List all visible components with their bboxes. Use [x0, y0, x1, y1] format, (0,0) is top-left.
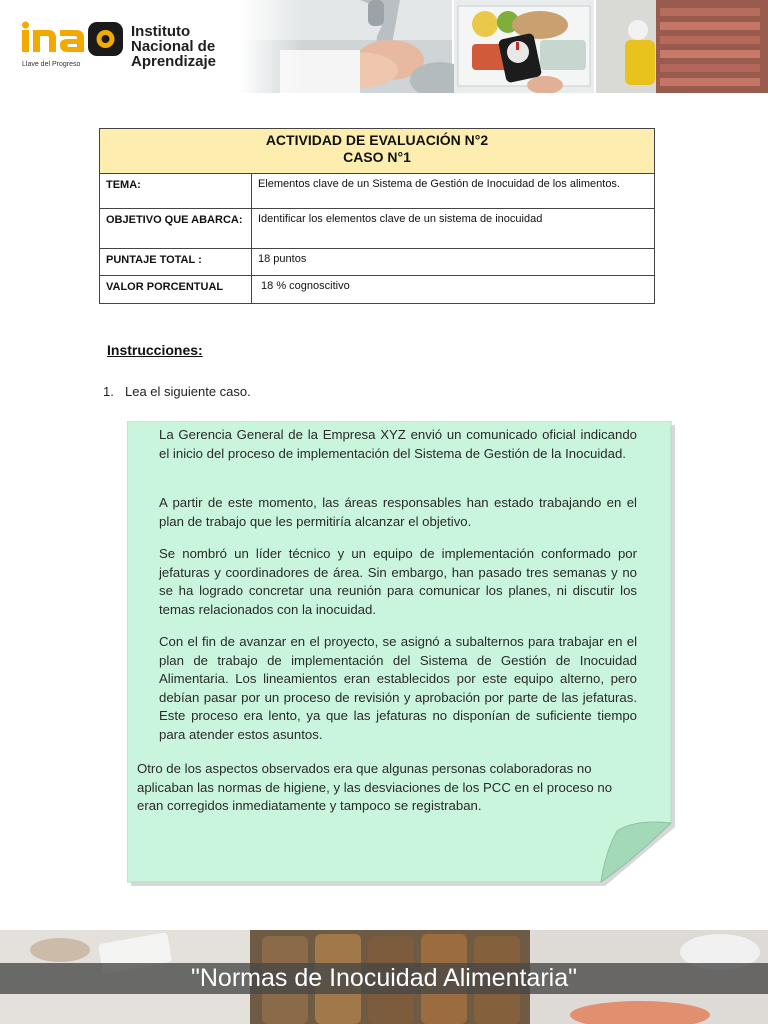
activity-info-table — [99, 128, 655, 304]
case-note — [127, 421, 675, 886]
table-row-puntaje — [100, 249, 655, 276]
case-paragraph: Otro de los aspectos observados era que algunas personas colaboradoras no aplicaban las normas de higiene, y las desviaciones de los PCC en el proceso no eran corregidos inmediatamente y tampoco se registraban. — [137, 761, 613, 813]
page-footer — [0, 930, 768, 1024]
row-value: 18 puntos — [252, 249, 655, 276]
footer-banner-text: "Normas de Inocuidad Alimentaria" — [191, 964, 577, 992]
step-text: Lea el siguiente caso. — [125, 384, 251, 399]
logo-name-line2: Nacional de — [131, 38, 216, 55]
logo-name-line1: Instituto — [131, 23, 191, 40]
case-paragraph: A partir de este momento, las áreas responsables han estado trabajando en el plan de trabajo que les permitiría alcanzar el objetivo. — [159, 495, 637, 529]
table-row-valor — [100, 276, 655, 304]
table-row-objetivo — [100, 209, 655, 249]
row-label: TEMA: — [100, 174, 252, 209]
activity-title — [100, 129, 655, 174]
instructions-heading: Instrucciones: — [107, 342, 203, 358]
case-paragraph: Con el fin de avanzar en el proyecto, se asignó a subalternos para trabajar en el plan de trabajo de implementación del Sistema de Gestión de Inocuidad Alimentaria. Los lineamientos eran establecidos por este equipo alterno, pero debían pasar por un proceso de revisión y aprobación por parte de las jefaturas. Este proceso era lento, ya que las jefaturas no disponían de suficiente tiempo para atender estos asuntos. — [159, 634, 637, 742]
activity-title-line2: CASO N°1 — [343, 149, 411, 165]
case-paragraph: Se nombró un líder técnico y un equipo de implementación conformado por jefaturas y coordinadores de área. Sin embargo, han pasado tres semanas y no se ha logrado concretar una reunión para comunicar los planes, ni discutir los temas relacionados con la inocuidad. — [159, 546, 637, 617]
row-value: Elementos clave de un Sistema de Gestión de Inocuidad de los alimentos. — [252, 174, 655, 209]
header-photo-collage — [240, 0, 768, 93]
table-row-tema — [100, 174, 655, 209]
row-label: VALOR PORCENTUAL — [100, 276, 252, 304]
logo-name-line3: Aprendizaje — [131, 53, 217, 70]
logo-tagline: Llave del Progreso — [22, 61, 81, 68]
case-paragraph: La Gerencia General de la Empresa XYZ envió un comunicado oficial indicando el inicio del proceso de implementación del Sistema de Gestión de la Inocuidad. — [159, 427, 637, 461]
logo-name — [131, 24, 216, 69]
row-value: Identificar los elementos clave de un sistema de inocuidad — [252, 209, 655, 249]
ina-logo — [18, 20, 230, 74]
row-label: PUNTAJE TOTAL : — [100, 249, 252, 276]
row-value: 18 % cognoscitivo — [252, 276, 655, 304]
page-header — [0, 0, 768, 93]
step-number: 1. — [103, 384, 114, 399]
row-label: OBJETIVO QUE ABARCA: — [100, 209, 252, 249]
instruction-step-1 — [103, 384, 251, 399]
activity-title-row — [100, 129, 655, 174]
activity-title-line1: ACTIVIDAD DE EVALUACIÓN N°2 — [265, 132, 489, 148]
